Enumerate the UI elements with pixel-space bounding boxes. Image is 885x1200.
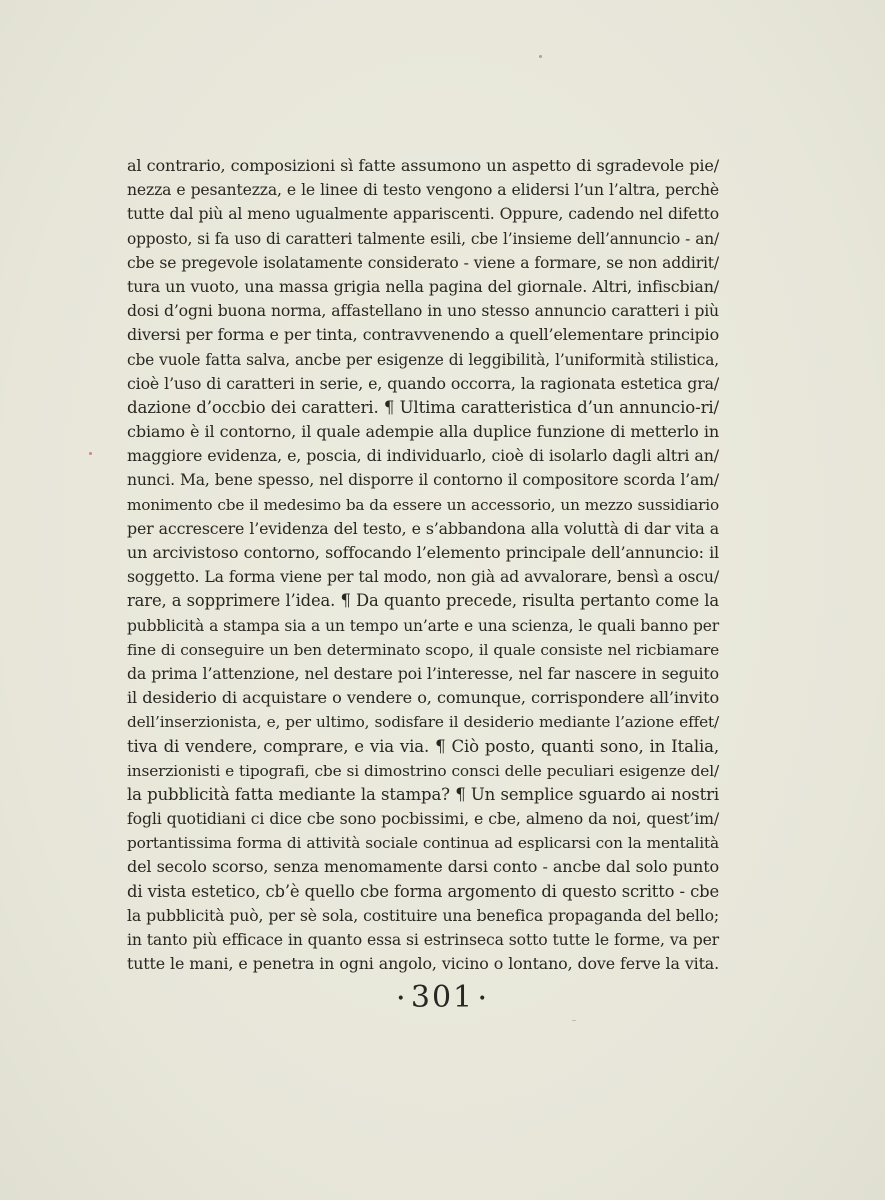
text-line: monimento cbe il medesimo ba da essere un accessorio, un mezzo sussidiario xyxy=(127,495,719,514)
text-line: al contrario, composizioni sì fatte assumono un aspetto di sgradevole pie/ xyxy=(127,156,719,175)
page-number xyxy=(0,980,885,1015)
text-line: la pubblicità fatta mediante la stampa? ¶ Un semplice sguardo ai nostri xyxy=(127,784,719,804)
text-line: pubblicità a stampa sia a un tempo un’arte e una scienza, le quali banno per xyxy=(127,616,719,635)
text-line: soggetto. La forma viene per tal modo, non già ad avvalorare, bensì a oscu/ xyxy=(127,567,719,587)
page-number-value: 301 xyxy=(410,980,475,1015)
text-line: cbe se pregevole isolatamente considerato - viene a formare, se non addirit/ xyxy=(127,253,719,272)
text-line: nezza e pesantezza, e le linee di testo vengono a elidersi l’un l’altra, perchè xyxy=(127,180,719,200)
text-line: del secolo scorso, senza menomamente darsi conto - ancbe dal solo punto xyxy=(127,857,719,877)
paper-speck xyxy=(539,55,542,58)
text-line: portantissima forma di attività sociale continua ad esplicarsi con la mentalità xyxy=(127,834,719,853)
paper-speck xyxy=(572,1020,576,1021)
text-line: tutte dal più al meno ugualmente appariscenti. Oppure, cadendo nel difetto xyxy=(127,204,719,224)
text-line: un arcivistoso contorno, soffocando l’elemento principale dell’annuncio: il xyxy=(127,543,719,562)
text-line: cbe vuole fatta salva, ancbe per esigenze di leggibilità, l’uniformità stilistica, xyxy=(127,350,719,369)
text-line: opposto, si fa uso di caratteri talmente esili, cbe l’insieme dell’annuncio - an/ xyxy=(127,229,719,248)
text-line: diversi per forma e per tinta, contravvenendo a quell’elementare principio xyxy=(127,325,719,345)
text-line: cioè l’uso di caratteri in serie, e, quando occorra, la ragionata estetica gra/ xyxy=(127,373,719,393)
text-line: dosi d’ogni buona norma, affastellano in uno stesso annuncio caratteri i più xyxy=(127,301,719,321)
text-line: la pubblicità può, per sè sola, costituire una benefica propaganda del bello; xyxy=(127,905,719,925)
text-line: tura un vuoto, una massa grigia nella pagina del giornale. Altri, infiscbian/ xyxy=(127,276,719,296)
text-line: inserzionisti e tipografi, cbe si dimostrino consci delle peculiari esigenze del/ xyxy=(127,761,719,780)
text-line: fogli quotidiani ci dice cbe sono pocbissimi, e cbe, almeno da noi, quest’im/ xyxy=(127,809,719,829)
page-number-dot-left: • xyxy=(396,991,407,1007)
text-line: il desiderio di acquistare o vendere o, comunque, corrispondere all’invito xyxy=(127,688,719,708)
text-line: tutte le mani, e penetra in ogni angolo, vicino o lontano, dove ferve la vita. xyxy=(127,954,719,974)
text-line: in tanto più efficace in quanto essa si estrinseca sotto tutte le forme, va per xyxy=(127,930,719,949)
text-line: tiva di vendere, comprare, e via via. ¶ Ciò posto, quanti sono, in Italia, xyxy=(127,736,719,756)
text-line: maggiore evidenza, e, poscia, di individuarlo, cioè di isolarlo dagli altri an/ xyxy=(127,446,719,466)
paper-speck xyxy=(89,452,92,455)
text-line: dell’inserzionista, e, per ultimo, sodisfare il desiderio mediante l’azione effet/ xyxy=(127,713,719,732)
text-line: da prima l’attenzione, nel destare poi l’interesse, nel far nascere in seguito xyxy=(127,663,719,683)
text-line: cbiamo è il contorno, il quale adempie alla duplice funzione di metterlo in xyxy=(127,422,719,442)
text-line: di vista estetico, cb’è quello cbe forma argomento di questo scritto - cbe xyxy=(127,881,719,901)
text-line: per accrescere l’evidenza del testo, e s’abbandona alla voluttà di dar vita a xyxy=(127,518,719,538)
page-number-dot-right: • xyxy=(478,991,489,1007)
body-text xyxy=(127,154,719,976)
text-line: rare, a sopprimere l’idea. ¶ Da quanto precede, risulta pertanto come la xyxy=(127,591,719,611)
text-line: nunci. Ma, bene spesso, nel disporre il contorno il compositore scorda l’am/ xyxy=(127,471,719,490)
text-line: dazione d’occbio dei caratteri. ¶ Ultima caratteristica d’un annuncio-ri/ xyxy=(127,397,719,417)
text-line: fine di conseguire un ben determinato scopo, il quale consiste nel ricbiamare xyxy=(127,640,719,659)
